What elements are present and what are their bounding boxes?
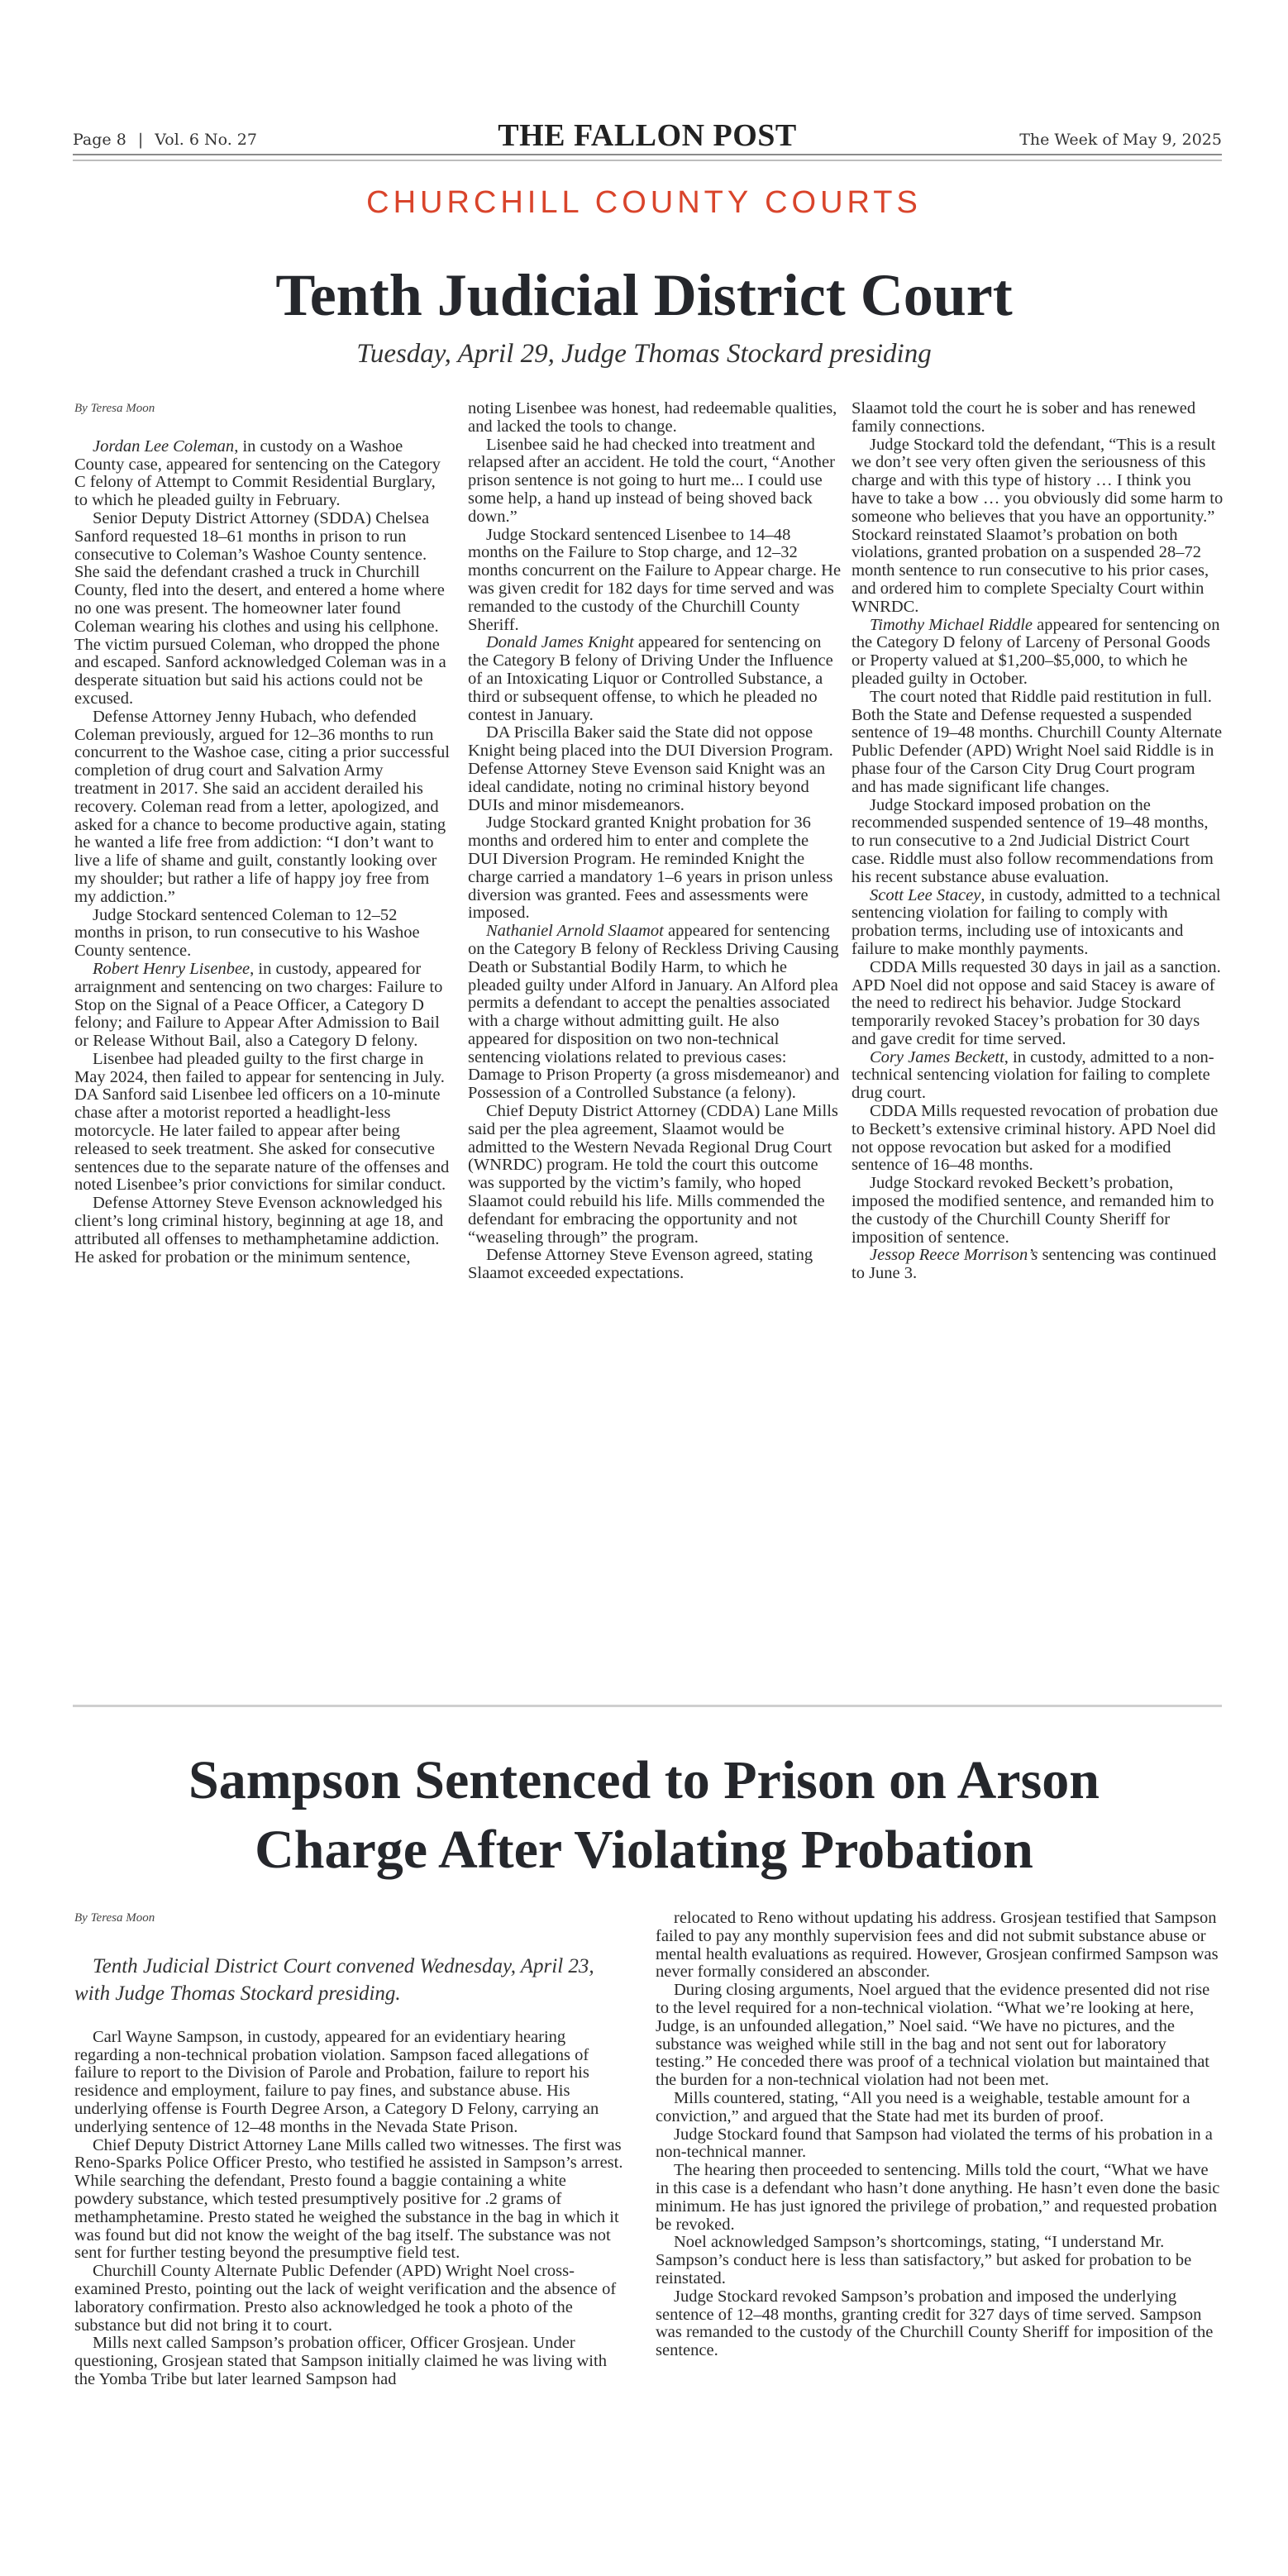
paragraph <box>468 400 842 436</box>
article-divider <box>73 1705 1222 1707</box>
paragraph-text: The hearing then proceeded to sentencing. Mills told the court, “What we have in this case is a defendant who hasn’t done anything. He hasn’t even done the basic minimum. He has just ignored the privilege of probation,” and requested probation be revoked. <box>656 2161 1220 2234</box>
paragraph <box>468 1247 842 1283</box>
paragraph <box>852 400 1224 436</box>
paragraph-text: Churchill County Alternate Public Defender (APD) Wright Noel cross-examined Presto, pointing out the lack of weight verification and the absence of laboratory confirmation. Presto also acknowledged he took a photo of the substance but did not bring it to court. <box>74 2262 617 2335</box>
article1-column-2 <box>468 400 842 1283</box>
paragraph-text: CDDA Mills requested revocation of probation due to Beckett’s extensive criminal history. APD Noel did not oppose revocation but asked for a modified sentence of 16–48 months. <box>852 1102 1219 1175</box>
paragraph <box>74 510 451 708</box>
article1-column-1 <box>74 400 451 1267</box>
paragraph-text: , in custody, admitted to a technical sentencing violation for failing to comply with probation terms, including use of intoxicants and failure to make monthly payments. <box>852 885 1221 958</box>
paragraph <box>656 2234 1222 2287</box>
paragraph-text: Carl Wayne Sampson, in custody, appeared for an evidentiary hearing regarding a non-technical probation violation. Sampson faced allegations of failure to report to the Division of Parole and Probation, failure to report his residence and employment, failure to pay fines, and substance abuse. His underlying offense is Fourth Degree Arson, a Category D Felony, carrying an underlying sentence of 12–48 months in the Nevada State Prison. <box>74 2027 599 2136</box>
paragraph-text: Judge Stockard imposed probation on the recommended suspended sentence of 19–48 months, to run consecutive to a 2nd Judicial District Court case. Riddle must also follow recommendations from his recent substance abuse evaluation. <box>852 795 1214 886</box>
paragraph <box>74 2137 628 2264</box>
paragraph-text: DA Priscilla Baker said the State did not oppose Knight being placed into the DUI Diversion Program. Defense Attorney Steve Evenson said Knight was an ideal candidate, noting no criminal history beyond DUIs and minor misdemeanors. <box>468 723 833 814</box>
paragraph <box>468 923 842 1103</box>
paragraph <box>74 2335 628 2388</box>
page-number: Page 8 <box>73 131 126 149</box>
paragraph-text: CDDA Mills requested 30 days in jail as a sanction. APD Noel did not oppose and said Stacey is aware of the need to redirect his behavior. Judge Stockard temporarily revoked Stacey’s probation for 30 days and gave credit for time served. <box>852 957 1221 1048</box>
paragraph-text: Chief Deputy District Attorney (CDDA) Lane Mills said per the plea agreement, Slaamot would be admitted to the Western Nevada Regional Drug Court (WNRDC) program. He told the court this outcome was supported by the victim’s family, who hoped Slaamot could rebuild his life. Mills commended the defendant for embracing the opportunity and not “weaseling through” the program. <box>468 1102 838 1247</box>
paragraph <box>468 1103 842 1247</box>
paragraph <box>656 2288 1222 2360</box>
defendant-name: Cory James Beckett <box>870 1047 1004 1066</box>
paragraph-text: Defense Attorney Steve Evenson acknowledged his client’s long criminal history, beginning at age 18, and attributed all offenses to methamphetamine addiction. He asked for probation or the minimum sentence, <box>74 1194 444 1267</box>
paragraph <box>468 634 842 724</box>
issue-date: The Week of May 9, 2025 <box>1019 131 1222 149</box>
masthead-rule <box>73 154 1222 161</box>
paragraph <box>74 2029 628 2137</box>
paragraph-text: Judge Stockard sentenced Coleman to 12–52 months in prison, to run consecutive to his Washoe County sentence. <box>74 905 420 961</box>
section-heading: CHURCHILL COUNTY COURTS <box>366 185 922 220</box>
paragraph <box>74 708 451 907</box>
paragraph-text: , in custody, admitted to a non-technical sentencing violation for failing to complete drug court. <box>852 1047 1214 1103</box>
issue-number: Vol. 6 No. 27 <box>155 131 257 149</box>
article2-column-1 <box>74 1910 628 2389</box>
article2-lede: Tenth Judicial District Court convened Wednesday, April 23, with Judge Thomas Stockard presiding. <box>74 1954 594 2005</box>
article2-byline: By Teresa Moon <box>74 1911 155 1925</box>
article1-headline: Tenth Judicial District Court <box>275 262 1013 328</box>
article2-headline-line2: Charge After Violating Probation <box>255 1820 1033 1880</box>
paragraph-text: relocated to Reno without updating his address. Grosjean testified that Sampson failed to pay any monthly supervision fees and did not submit substance abuse or mental health evaluations as required. However, Grosjean confirmed Sampson was never formally considered an absconder. <box>656 1909 1219 1982</box>
paragraph-text: Defense Attorney Jenny Hubach, who defended Coleman previously, argued for 12–36 months to run concurrent to the Washoe case, citing a prior successful completion of drug court and Salvation Army treatment in 2017. She said an accident derailed his recovery. Coleman read from a letter, apologized, and asked for a chance to become productive again, stating he wanted a life free from addiction: “I don’t want to live a life of shame and guilt, constantly looking over my shoulder; but rather a life of happy joy free from my addiction.” <box>74 707 450 906</box>
paragraph-text: Mills next called Sampson’s probation officer, Officer Grosjean. Under questioning, Grosjean stated that Sampson initially claimed he was living with the Yomba Tribe but later learned Sampson had <box>74 2334 607 2388</box>
paragraph-text: , in custody, appeared for arraignment and sentencing on two charges: Failure to Stop on the Signal of a Peace Officer, a Category D felony; and Failure to Appear After Admission to Bail or Release Without Bail, also a Category D felony. <box>74 959 443 1051</box>
separator: | <box>137 131 144 149</box>
paragraph <box>468 527 842 635</box>
paragraph-text: appeared for sentencing on the Category B felony of Reckless Driving Causing Death or Substantial Bodily Harm, to which he pleaded guilty under Alford in January. An Alford plea permits a defendant to accept the penalties associated with a charge without admitting guilt. He also appeared for disposition on two non-technical sentencing violations related to previous cases: Damage to Prison Property (a gross misdemeanor) and Possession of a Controlled Substance (a felony). <box>468 922 840 1103</box>
paragraph-text: Defense Attorney Steve Evenson agreed, stating Slaamot exceeded expectations. <box>468 1246 813 1283</box>
paragraph <box>656 1910 1222 1982</box>
paragraph-text: sentencing was continued to June 3. <box>852 1246 1217 1283</box>
article1-byline: By Teresa Moon <box>74 402 155 415</box>
paragraph-text: Judge Stockard granted Knight probation for 36 months and ordered him to enter and complete the DUI Diversion Program. He reminded Knight the charge carried a mandatory 1–6 years in prison unless diversion was granted. Fees and assessments were imposed. <box>468 813 833 923</box>
paragraph <box>852 436 1224 617</box>
paragraph <box>468 436 842 527</box>
defendant-name: Jessop Reece Morrison’s <box>870 1246 1038 1265</box>
defendant-name: Nathaniel Arnold Slaamot <box>486 922 664 941</box>
paragraph <box>74 438 451 510</box>
paragraph <box>656 2162 1222 2234</box>
article1-column-3 <box>852 400 1224 1283</box>
defendant-name: Scott Lee Stacey <box>870 885 981 904</box>
paragraph-text: Judge Stockard revoked Sampson’s probation and imposed the underlying sentence of 12–48 months, granting credit for 327 days of time served. Sampson was remanded to the custody of the Churchill County Sheriff for imposition of the sentence. <box>656 2287 1214 2360</box>
paragraph-text: Senior Deputy District Attorney (SDDA) Chelsea Sanford requested 18–61 months in prison to run consecutive to Coleman’s Washoe County sentence. She said the defendant crashed a truck in Churchill County, fled into the desert, and entered a home where no one was present. The homeowner later found Coleman wearing his clothes and using his cellphone. The victim pursued Coleman, who dropped the phone and escaped. Sanford acknowledged Coleman was in a desperate situation but said his actions could not be excused. <box>74 508 446 708</box>
article2-column-2 <box>656 1910 1222 2360</box>
paragraph-text: Judge Stockard revoked Beckett’s probation, imposed the modified sentence, and remanded him to the custody of the Churchill County Sheriff for imposition of sentence. <box>852 1174 1214 1247</box>
paragraph <box>74 907 451 961</box>
masthead <box>73 116 1222 159</box>
paragraph <box>468 724 842 814</box>
paragraph-text: During closing arguments, Noel argued that the evidence presented did not rise to the level required for a non-technical violation. “What we’re looking at here, Judge, is an unfounded allegation,” Noel said. “We have no pictures, and the substance was weighed while still in the bag and not sent out for laboratory testing.” He conceded there was proof of a technical violation but maintained that the burden for a non-technical violation had not been met. <box>656 1981 1210 2090</box>
paragraph <box>852 1247 1224 1283</box>
paragraph-text: appeared for sentencing on the Category D felony of Larceny of Personal Goods or Property valued at $1,200–$5,000, to which he pleaded guilty in October. <box>852 615 1220 688</box>
paragraph-text: Judge Stockard sentenced Lisenbee to 14–48 months on the Failure to Stop charge, and 12–32 months concurrent on the Failure to Appear charge. He was given credit for 182 days for time served and was remanded to the custody of the Churchill County Sheriff. <box>468 525 842 634</box>
paragraph <box>656 2126 1222 2163</box>
paragraph-text: Judge Stockard told the defendant, “This is a result we don’t see very often given the seriousness of this charge and with this type of history … I think you have to take a bow … you obviously did some harm to someone who believes that you have an opportunity.” Stockard reinstated Slaamot’s probation on both violations, granted probation on a suspended 28–72 month sentence to run consecutive to his prior cases, and ordered him to complete Specialty Court within WNRDC. <box>852 435 1224 616</box>
paragraph <box>74 1051 451 1195</box>
article2-headline <box>0 1746 1288 1885</box>
paragraph-text: Mills countered, stating, “All you need is a weighable, testable amount for a conviction,” and argued that the State had met its burden of proof. <box>656 2088 1190 2125</box>
paragraph <box>852 797 1224 887</box>
paragraph <box>74 2263 628 2335</box>
paragraph <box>852 617 1224 689</box>
paragraph <box>852 1103 1224 1175</box>
defendant-name: Timothy Michael Riddle <box>870 615 1033 634</box>
defendant-name: Robert Henry Lisenbee <box>93 959 250 978</box>
paragraph-text: appeared for sentencing on the Category B felony of Driving Under the Influence of an Intoxicating Liquor or Controlled Substance, a third or subsequent offense, to which he pleaded no contest in January. <box>468 633 833 724</box>
paragraph-text: Lisenbee had pleaded guilty to the first charge in May 2024, then failed to appear for sentencing in July. DA Sanford said Lisenbee led officers on a 10-minute chase after a motorist reported a headlight-less motorcycle. He later failed to appear after being released to seek treatment. She asked for consecutive sentences due to the separate nature of the offenses and noted Lisenbee’s prior convictions for similar conduct. <box>74 1049 450 1195</box>
paragraph <box>656 1982 1222 2090</box>
paragraph-text: The court noted that Riddle paid restitution in full. Both the State and Defense requested a suspended sentence of 19–48 months. Churchill County Alternate Public Defender (APD) Wright Noel said Riddle is in phase four of the Carson City Drug Court program and has made significant life changes. <box>852 687 1223 796</box>
paragraph <box>656 2090 1222 2126</box>
defendant-name: Donald James Knight <box>486 633 634 652</box>
defendant-name: Jordan Lee Coleman <box>93 436 235 456</box>
paragraph <box>852 1175 1224 1247</box>
article2-headline-line1: Sampson Sentenced to Prison on Arson <box>188 1750 1100 1810</box>
paragraph-text: Chief Deputy District Attorney Lane Mills called two witnesses. The first was Reno-Sparks Police Officer Presto, who testified he assisted in Sampson’s arrest. While searching the defendant, Presto found a baggie containing a white powdery substance, which tested presumptively positive for .2 grams of methamphetamine. Presto stated he weighed the substance in the bag in which it was found but did not know the weight of the bag itself. The substance was not sent for further testing beyond the presumptive field test. <box>74 2135 623 2263</box>
paragraph-text: noting Lisenbee was honest, had redeemable qualities, and lacked the tools to change. <box>468 399 837 436</box>
paragraph <box>468 814 842 923</box>
paragraph <box>852 887 1224 959</box>
paragraph-text: Judge Stockard found that Sampson had violated the terms of his probation in a non-technical manner. <box>656 2125 1213 2162</box>
publication-title: THE FALLON POST <box>498 118 797 153</box>
paragraph <box>74 961 451 1051</box>
paragraph <box>74 1195 451 1267</box>
paragraph <box>852 689 1224 797</box>
paragraph-text: Noel acknowledged Sampson’s shortcomings, stating, “I understand Mr. Sampson’s conduct here is less than satisfactory,” but asked for probation to be reinstated. <box>656 2233 1192 2287</box>
article1-subhead: Tuesday, April 29, Judge Thomas Stockard presiding <box>356 339 932 369</box>
paragraph-text: Lisenbee said he had checked into treatment and relapsed after an accident. He told the court, “Another prison sentence is not going to hurt me... I could use some help, a hand up instead of being shoved back down.” <box>468 435 835 526</box>
paragraph-text: Slaamot told the court he is sober and has renewed family connections. <box>852 399 1196 436</box>
paragraph <box>852 1049 1224 1103</box>
paragraph-text: , in custody on a Washoe County case, appeared for sentencing on the Category C felony of Attempt to Commit Residential Burglary, to which he pleaded guilty in February. <box>74 436 441 510</box>
paragraph <box>852 959 1224 1049</box>
